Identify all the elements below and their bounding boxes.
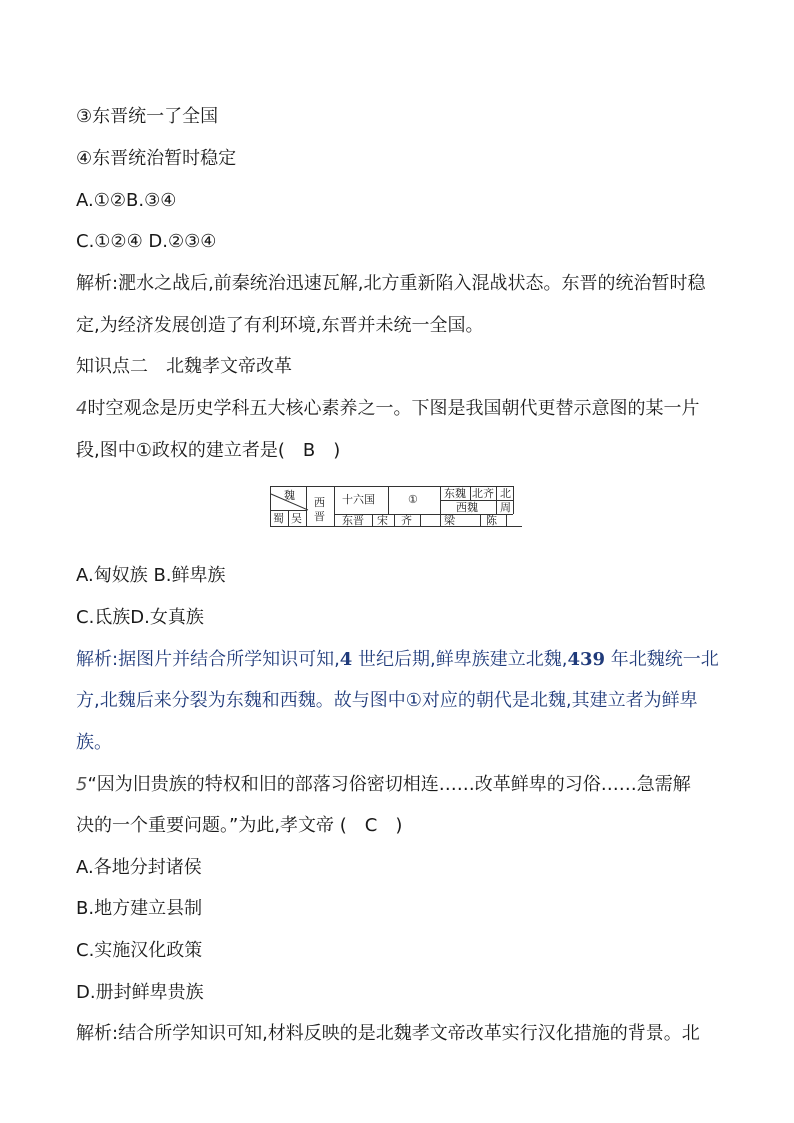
analysis-q5-line-1: 解析:结合所学知识可知,材料反映的是北魏孝文帝改革实行汉化措施的背景。北: [76, 1023, 700, 1044]
analysis-text-e: 年北魏统一北: [605, 649, 719, 670]
label-shiliuguo: 十六国: [342, 493, 375, 506]
year-number: 439: [567, 649, 606, 670]
choice-cd: C.①②④ D.②③④: [76, 231, 217, 252]
option-c-q5: C.实施汉化政策: [76, 940, 203, 961]
label-circle-1: ①: [408, 493, 418, 506]
option-3: ③东晋统一了全国: [76, 106, 219, 127]
option-b-q5: B.地方建立县制: [76, 898, 203, 919]
question-number: 5: [76, 774, 88, 795]
label-shu: 蜀: [273, 512, 284, 525]
label-jin: 晋: [314, 510, 325, 523]
label-xiwei: 西魏: [456, 501, 478, 514]
label-liang: 梁: [444, 514, 455, 527]
label-wei: 魏: [284, 489, 295, 502]
section-heading: 知识点二 北魏孝文帝改革: [76, 356, 292, 377]
question-5-line-2: 决的一个重要问题。”为此,孝文帝 ( C ): [76, 815, 403, 836]
label-bei: 北: [500, 487, 511, 500]
analysis-q4-line-3: 族。: [76, 732, 112, 753]
label-wu: 吴: [291, 512, 302, 525]
label-xi: 西: [314, 496, 325, 509]
question-text: 时空观念是历史学科五大核心素养之一。下图是我国朝代更替示意图的某一片: [87, 398, 700, 419]
analysis-line-2: 定,为经济发展创造了有利环境,东晋并未统一全国。: [76, 315, 484, 336]
choice-ab: A.①②B.③④: [76, 190, 177, 211]
analysis-q4-line-1: [76, 649, 719, 671]
label-zhou: 周: [500, 501, 511, 514]
choice-ab-q4: A.匈奴族 B.鲜卑族: [76, 565, 226, 586]
century-number: 4: [339, 649, 353, 670]
label-qi: 齐: [401, 514, 412, 527]
option-a-q5: A.各地分封诸侯: [76, 857, 202, 878]
label-song: 宋: [377, 514, 388, 527]
option-d-q5: D.册封鲜卑贵族: [76, 982, 204, 1003]
label-chen: 陈: [486, 514, 497, 527]
analysis-text-c: 世纪后期,鲜卑族建立北魏,: [352, 649, 568, 670]
dynasty-timeline: [270, 486, 522, 528]
analysis-line-1: 解析:淝水之战后,前秦统治迅速瓦解,北方重新陷入混战状态。东晋的统治暂时稳: [76, 273, 706, 294]
choice-cd-q4: C.氐族D.女真族: [76, 607, 204, 628]
label-dongwei: 东魏: [444, 487, 466, 500]
analysis-text-a: 解析:据图片并结合所学知识可知,: [76, 649, 340, 670]
question-4-line-2: 段,图中①政权的建立者是( B ): [76, 440, 341, 461]
question-text: “因为旧贵族的特权和旧的部落习俗密切相连……改革鲜卑的习俗……急需解: [87, 774, 691, 795]
option-4: ④东晋统治暂时稳定: [76, 148, 237, 169]
question-5-line-1: [76, 774, 691, 796]
analysis-q4-line-2: 方,北魏后来分裂为东魏和西魏。故与图中①对应的朝代是北魏,其建立者为鲜卑: [76, 690, 698, 711]
label-dongjin: 东晋: [342, 514, 364, 527]
label-beiqi: 北齐: [472, 487, 494, 500]
question-4-line-1: [76, 398, 699, 420]
question-number: 4: [76, 398, 88, 419]
